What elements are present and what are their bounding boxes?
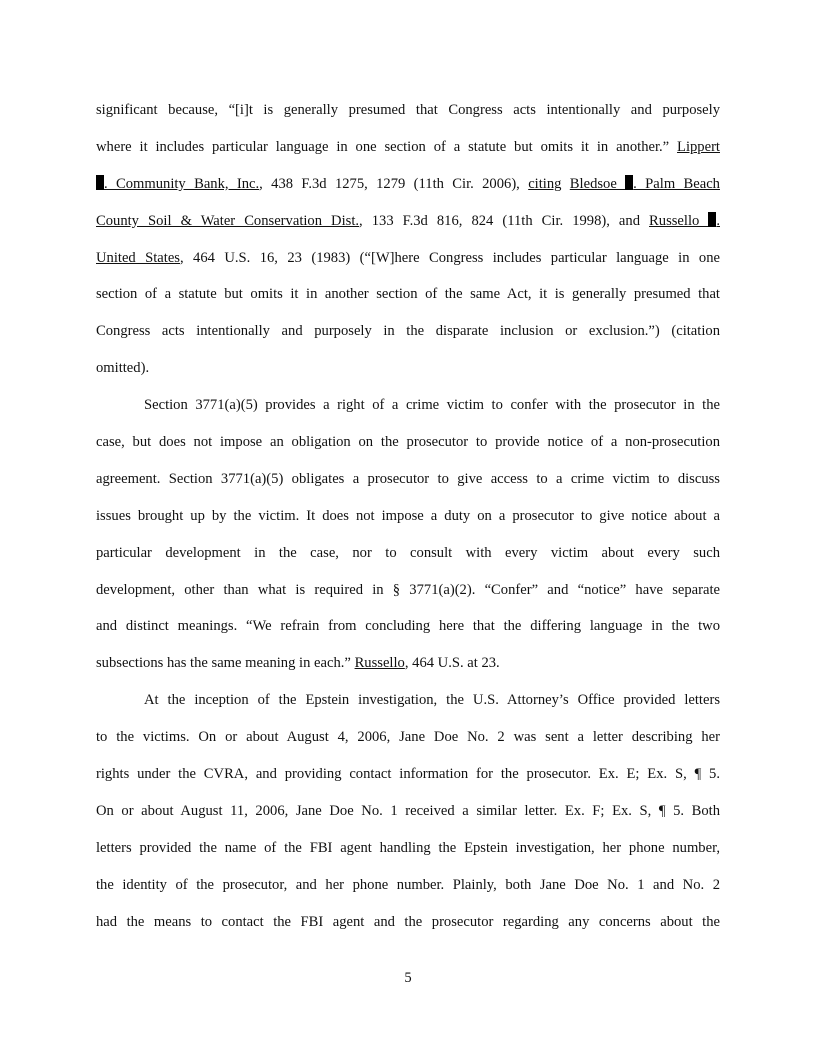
text-line: agreement. Section 3771(a)(5) obligates a prosecutor to give access to a crime victim to discuss [96, 470, 720, 487]
text-line: the identity of the prosecutor, and her phone number. Plainly, both Jane Doe No. 1 and No. 2 [96, 876, 720, 893]
text-line: development, other than what is required in § 3771(a)(2). “Confer” and “notice” have separate [96, 581, 720, 598]
citing-signal: citing [528, 175, 562, 192]
text-segment: where it includes particular language in one section of a statute but omits it in another.” [96, 138, 678, 155]
case-citation: United States [96, 249, 180, 266]
case-citation: . Community Bank, Inc. [96, 176, 259, 192]
text-line: and distinct meanings. “We refrain from concluding here that the differing language in the two [96, 618, 720, 635]
text-line: section of a statute but omits it in another section of the same Act, it is generally presumed that [96, 286, 720, 303]
text-line: rights under the CVRA, and providing contact information for the prosecutor. Ex. E; Ex. S, ¶ 5. [96, 766, 720, 783]
text-line: On or about August 11, 2006, Jane Doe No. 1 received a similar letter. Ex. F; Ex. S, ¶ 5. Both [96, 802, 720, 819]
text-line: subsections has the same meaning in each.” Russello, 464 U.S. at 23. [96, 655, 500, 672]
text-line: At the inception of the Epstein investigation, the U.S. Attorney’s Office provided letters [144, 692, 720, 709]
case-citation: Russello [354, 655, 405, 672]
case-citation: Russello . [649, 212, 720, 229]
text-line: significant because, “[i]t is generally presumed that Congress acts intentionally and purposely [96, 102, 720, 118]
text-line [96, 240, 720, 277]
case-citation: County Soil & Water Conservation Dist. [96, 212, 360, 229]
text-line [96, 166, 720, 203]
document-body [96, 92, 720, 940]
text-line: to the victims. On or about August 4, 2006, Jane Doe No. 2 was sent a letter describing her [96, 729, 720, 746]
text-line: Congress acts intentionally and purposely in the disparate inclusion or exclusion.”) (citation [96, 323, 720, 340]
text-line: letters provided the name of the FBI agent handling the Epstein investigation, her phone number, [96, 839, 720, 856]
redaction-box [625, 175, 633, 190]
case-citation: Bledsoe . Palm Beach [569, 175, 720, 192]
text-segment: , 438 F.3d 1275, 1279 (11th Cir. 2006), [259, 175, 529, 192]
text-line: omitted). [96, 360, 150, 377]
text-line: Section 3771(a)(5) provides a right of a crime victim to confer with the prosecutor in the [144, 397, 720, 414]
case-citation: Lippert [677, 138, 720, 155]
text-line: had the means to contact the FBI agent and the prosecutor regarding any concerns about the [96, 913, 720, 930]
page-number: 5 [404, 970, 412, 986]
text-line: issues brought up by the victim. It does not impose a duty on a prosecutor to give notice about a [96, 507, 720, 524]
text-line: particular development in the case, nor to consult with every victim about every such [96, 544, 720, 561]
text-line: case, but does not impose an obligation on the prosecutor to provide notice of a non-prosecution [96, 434, 720, 451]
text-line [96, 129, 720, 166]
text-segment: , 133 F.3d 816, 824 (11th Cir. 1998), and [359, 212, 650, 229]
redaction-box [96, 175, 104, 190]
text-line [96, 203, 720, 240]
text-segment: , 464 U.S. 16, 23 (1983) (“[W]here Congress includes particular language in one [180, 249, 720, 266]
